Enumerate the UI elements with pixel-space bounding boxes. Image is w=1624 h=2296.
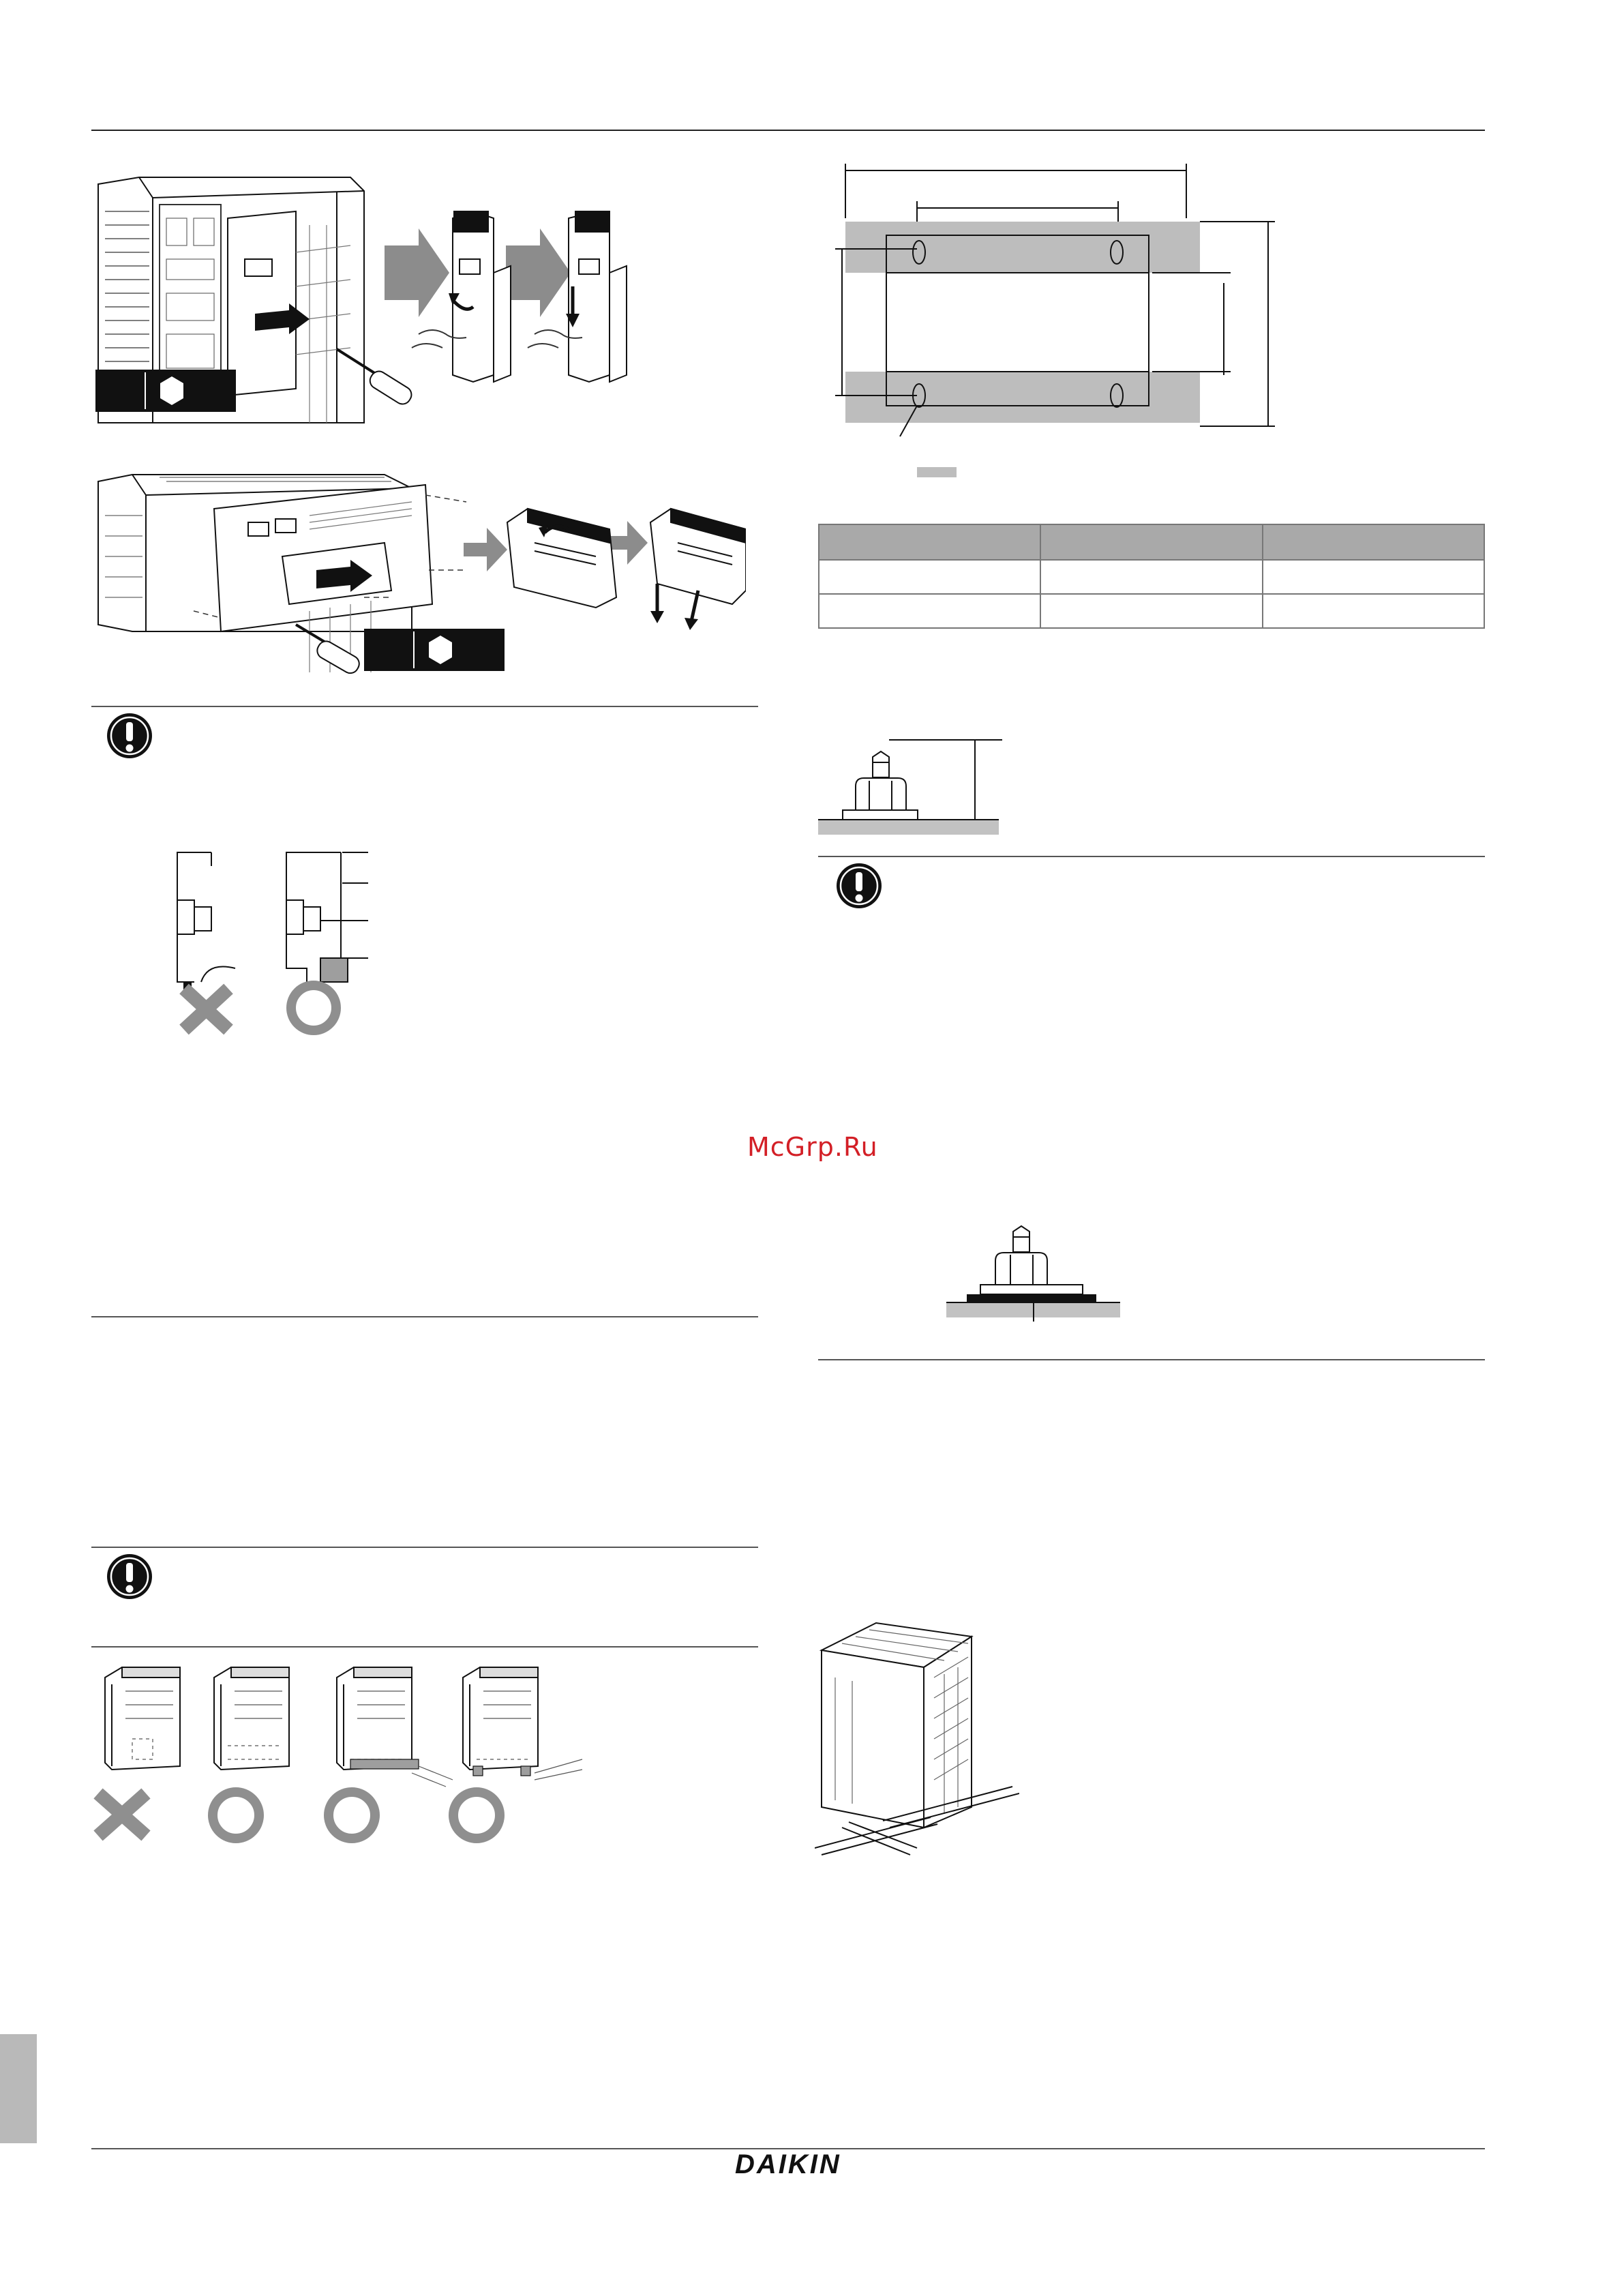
section-rule [91, 1547, 758, 1548]
cross-mark-icon [184, 989, 228, 1030]
header-rule [91, 130, 1485, 131]
hex-bolt-icon [980, 1226, 1083, 1294]
table-row [819, 560, 1484, 594]
figure-bolt-height [818, 730, 1023, 839]
section-rule [91, 1316, 758, 1317]
table-header-cell [819, 524, 1040, 560]
brand-logo: DAIKIN [735, 2149, 841, 2179]
circle-ok-icon [213, 1792, 259, 1838]
cross-mark-icon [98, 1793, 146, 1836]
figure-front-panel-removal [91, 170, 746, 430]
table-header-cell [1263, 524, 1484, 560]
circle-ok-icon [453, 1792, 500, 1838]
table-header-row [819, 524, 1484, 560]
hex-bolt-icon [843, 751, 918, 820]
figure-foundation-dimensions [832, 157, 1309, 477]
figure-unit-on-rails [815, 1609, 1019, 1862]
table-cell [1040, 594, 1262, 628]
dimension-table [818, 524, 1485, 629]
exclamation-circle-icon [105, 1552, 154, 1601]
figure-foundation-types [91, 1657, 610, 1848]
section-rule [818, 1359, 1485, 1360]
table-header-cell [1040, 524, 1262, 560]
section-rule [818, 856, 1485, 857]
table-cell [819, 560, 1040, 594]
table-row [819, 594, 1484, 628]
circle-ok-icon [329, 1792, 375, 1838]
exclamation-circle-icon [105, 711, 154, 760]
circle-ok-icon [291, 985, 336, 1030]
figure-bolt-pad [946, 1207, 1124, 1323]
screwdriver-icon [296, 625, 362, 676]
figure-side-panel-removal [91, 468, 746, 686]
side-tab [0, 2034, 37, 2143]
table-cell [1263, 560, 1484, 594]
watermark-text: McGrp.Ru [747, 1132, 878, 1162]
exclamation-circle-icon [834, 861, 884, 910]
table-cell [1263, 594, 1484, 628]
section-rule [91, 1646, 758, 1648]
section-rule [91, 706, 758, 707]
table-cell [819, 594, 1040, 628]
table-cell [1040, 560, 1262, 594]
figure-panel-sealing [164, 846, 395, 1037]
